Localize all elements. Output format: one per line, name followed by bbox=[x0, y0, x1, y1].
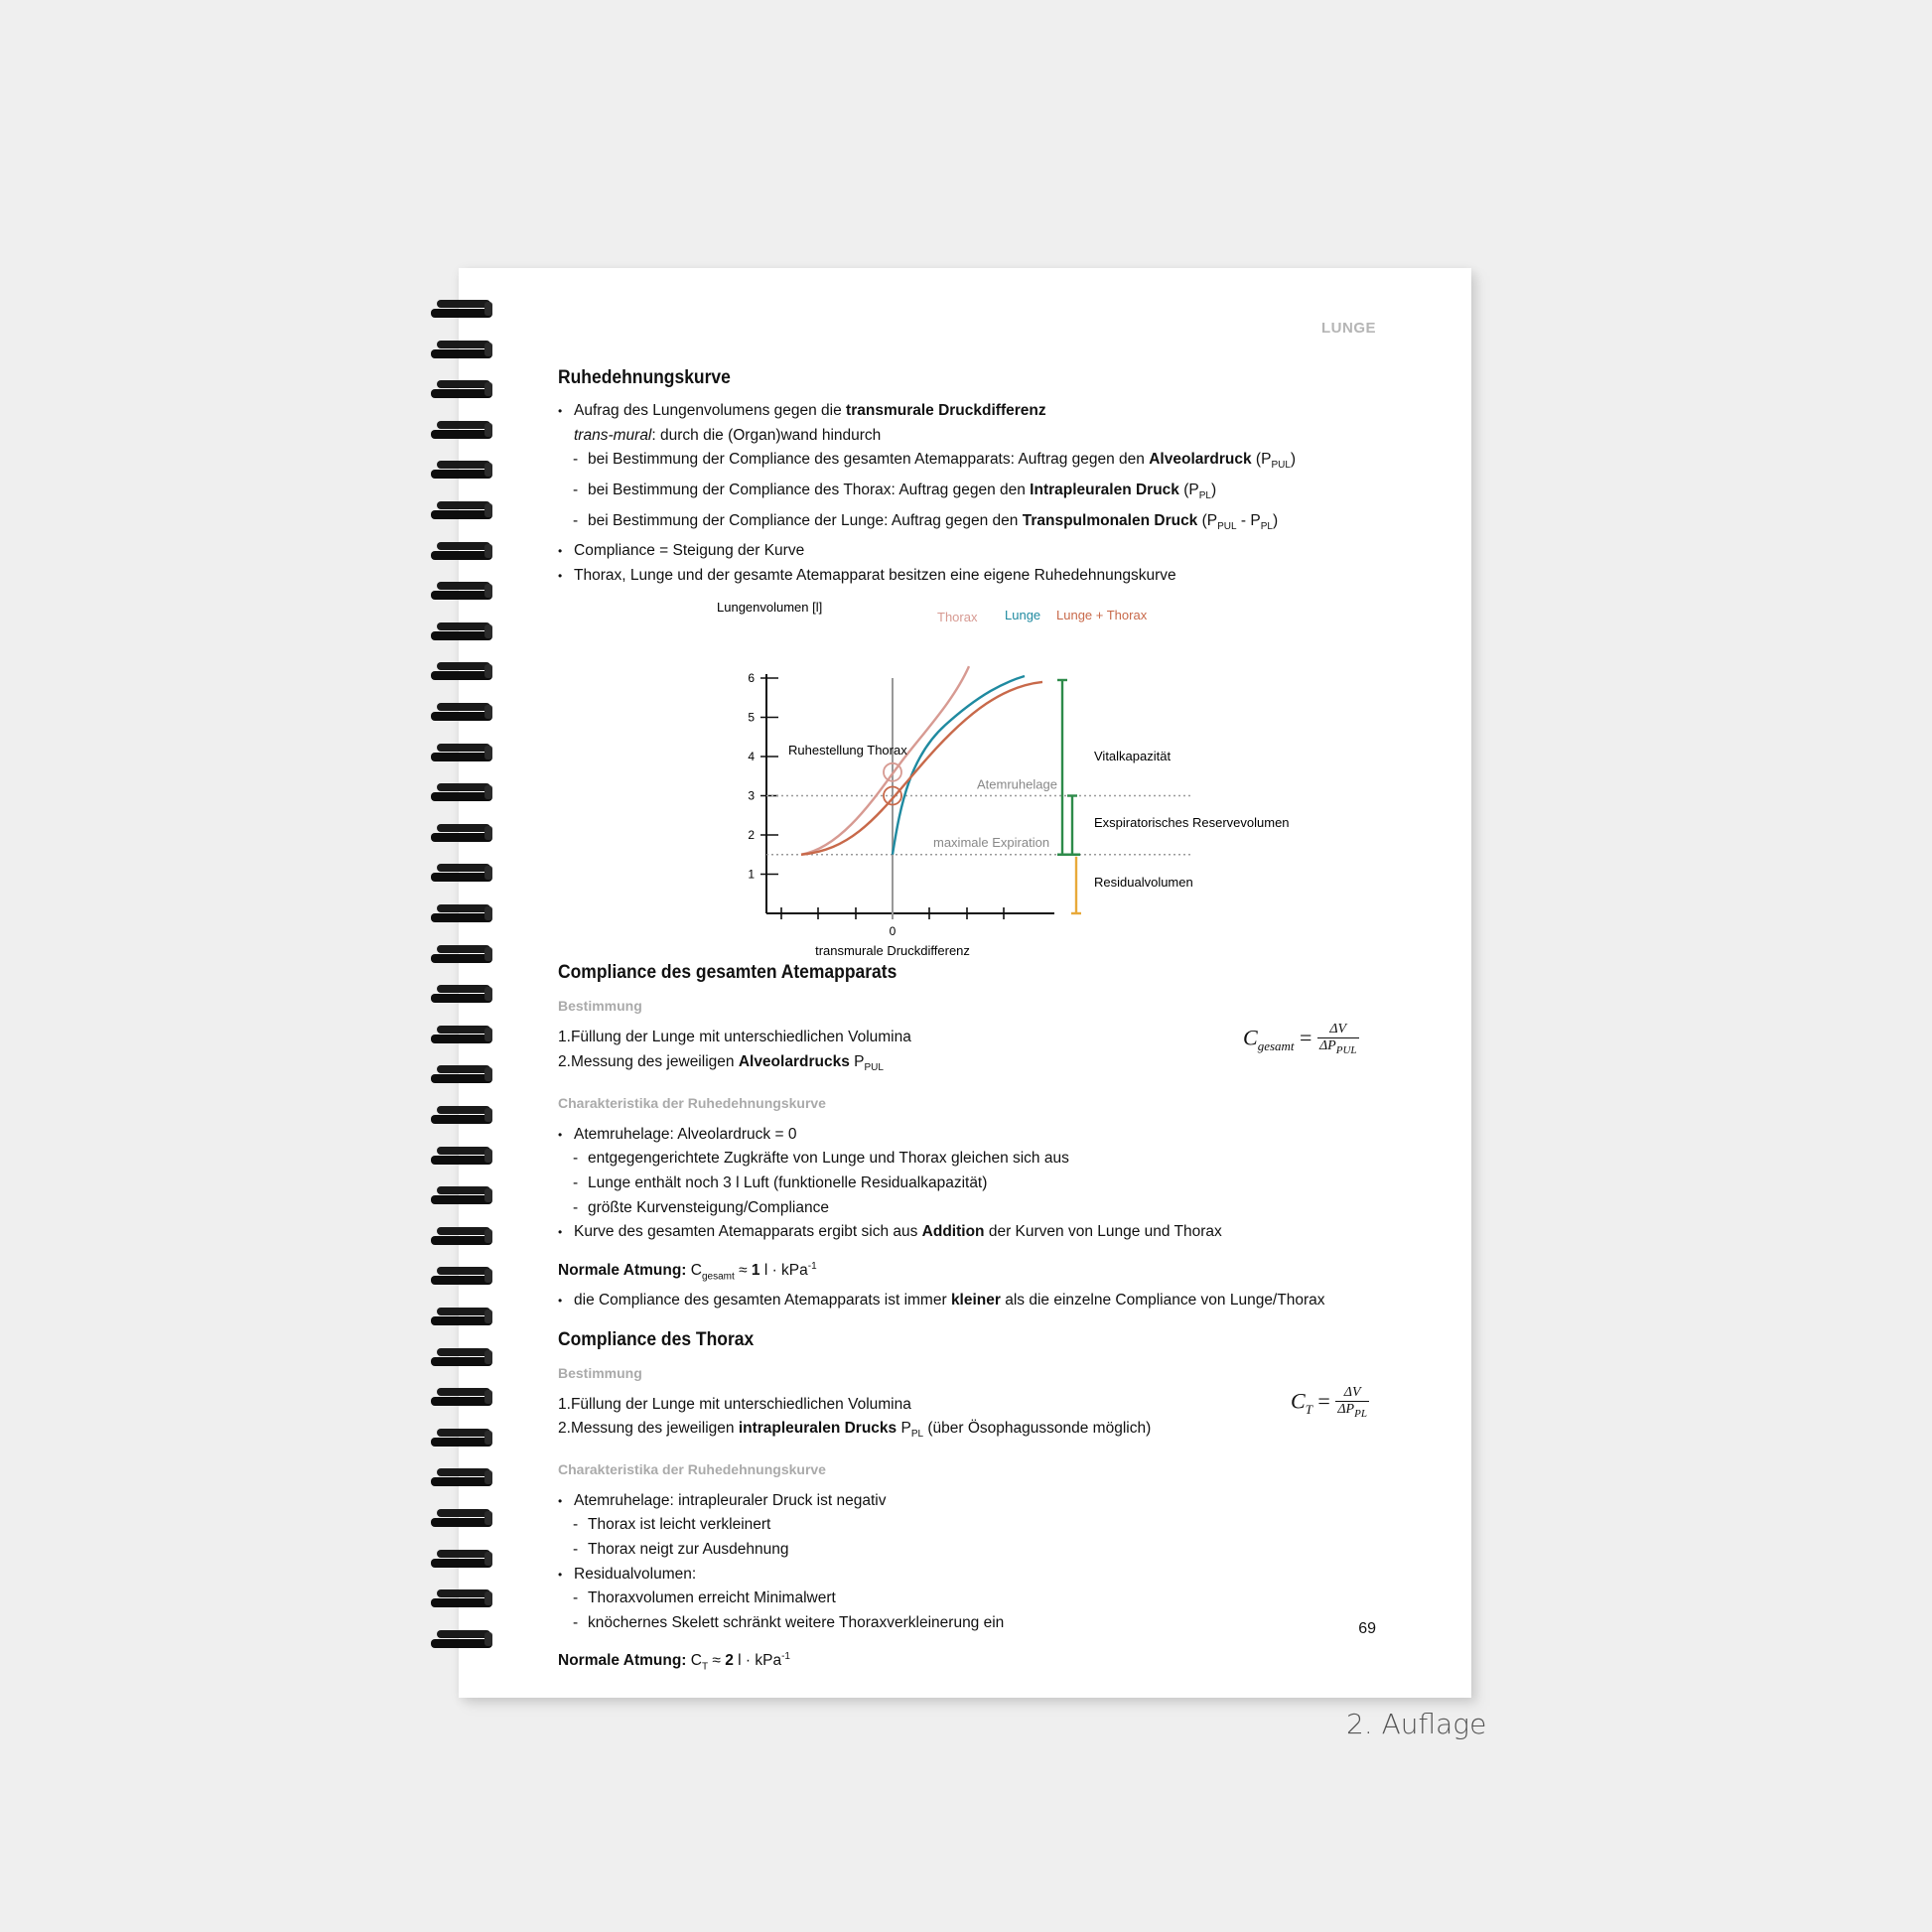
chart-ruhedehnungskurve bbox=[558, 596, 1392, 959]
text-run: transmurale Druckdifferenz bbox=[846, 402, 1046, 419]
text-run: kleiner bbox=[950, 1291, 1001, 1309]
annotation-vitalkapazitaet: Vitalkapazität bbox=[1094, 749, 1172, 764]
edition-label: 2. Auflage bbox=[1346, 1708, 1487, 1740]
dash-item bbox=[558, 1196, 1392, 1221]
text-run: Addition bbox=[921, 1223, 985, 1241]
spiral-ring bbox=[431, 339, 494, 360]
y-tick-label: 1 bbox=[748, 867, 755, 882]
text-run: Thoraxvolumen erreicht Minimalwert bbox=[588, 1589, 836, 1607]
numbered-step bbox=[558, 1393, 1392, 1418]
spiral-ring bbox=[431, 1184, 494, 1206]
text-run: ) bbox=[1290, 451, 1297, 469]
bullet-item bbox=[558, 399, 1392, 424]
spiral-ring bbox=[431, 499, 494, 521]
dash-item bbox=[558, 1538, 1392, 1563]
text-run: Atemruhelage: Alveolardruck = 0 bbox=[574, 1125, 797, 1143]
text-run: trans-mural bbox=[574, 426, 652, 444]
spiral-ring bbox=[431, 862, 494, 884]
spiral-ring bbox=[431, 742, 494, 763]
formula-thorax bbox=[1291, 1385, 1369, 1422]
spiral-ring bbox=[431, 621, 494, 642]
bullet-item bbox=[558, 1289, 1392, 1313]
normal-breathing bbox=[558, 1255, 1392, 1289]
text-run: P bbox=[849, 1053, 865, 1071]
text-run: ) bbox=[1272, 511, 1279, 529]
page-content bbox=[558, 367, 1392, 1680]
dash-item bbox=[558, 1147, 1392, 1172]
x-zero-label: 0 bbox=[889, 924, 897, 939]
annotation-residualvolumen: Residualvolumen bbox=[1094, 875, 1193, 891]
text-run: PUL bbox=[1217, 520, 1237, 532]
formula-equals: = bbox=[1294, 1025, 1317, 1050]
text-run: Transpulmonalen Druck bbox=[1022, 511, 1198, 529]
x-axis-label: transmurale Druckdifferenz bbox=[815, 943, 970, 959]
section-ruhedehnungskurve bbox=[558, 367, 1392, 959]
annotation-ruhestellung-thorax: Ruhestellung Thorax bbox=[788, 743, 907, 759]
spiral-ring bbox=[431, 701, 494, 723]
spiral-ring bbox=[431, 902, 494, 924]
spiral-ring bbox=[431, 378, 494, 400]
bullet-item bbox=[558, 539, 1392, 564]
spiral-ring bbox=[431, 419, 494, 441]
formula-gesamt bbox=[1243, 1022, 1359, 1058]
text-run: der Kurven von Lunge und Thorax bbox=[984, 1223, 1222, 1241]
text-run: Messung des jeweiligen bbox=[570, 1420, 739, 1438]
spiral-ring bbox=[431, 459, 494, 481]
dash-item bbox=[558, 448, 1392, 479]
text-block bbox=[558, 1489, 1392, 1636]
text-run: als die einzelne Compliance von Lunge/Thorax bbox=[1000, 1291, 1325, 1309]
dash-item bbox=[558, 479, 1392, 509]
step-number: 1. bbox=[558, 1029, 571, 1046]
text-run: P bbox=[897, 1420, 911, 1438]
numbered-step bbox=[558, 1417, 1392, 1448]
text-run: PL bbox=[1260, 520, 1273, 532]
text-run: Intrapleuralen Druck bbox=[1030, 481, 1179, 498]
text-run: 1 bbox=[751, 1261, 760, 1279]
text-run: (P bbox=[1178, 481, 1199, 498]
bullet-item bbox=[558, 1563, 1392, 1587]
text-run: PUL bbox=[1271, 460, 1291, 472]
dash-item bbox=[558, 509, 1392, 540]
text-run: ) bbox=[1210, 481, 1217, 498]
text-run: -1 bbox=[807, 1260, 817, 1272]
formula-lhs: C bbox=[1291, 1387, 1306, 1413]
text-run: Thorax, Lunge und der gesamte Atemapparat besitzen eine eigene Ruhedehnungskurve bbox=[574, 566, 1176, 584]
spiral-ring bbox=[431, 1587, 494, 1609]
spiral-ring bbox=[431, 1306, 494, 1327]
bullet-item bbox=[558, 564, 1392, 589]
spiral-ring bbox=[431, 580, 494, 602]
text-run: : durch die (Organ)wand hindurch bbox=[651, 426, 882, 444]
dash-item bbox=[558, 1587, 1392, 1611]
text-run: intrapleuralen Drucks bbox=[738, 1420, 897, 1438]
text-run: Normale Atmung: bbox=[558, 1652, 691, 1670]
text-run: PL bbox=[910, 1429, 924, 1441]
annotation-erv: Exspiratorisches Reservevolumen bbox=[1094, 815, 1290, 831]
spiral-ring bbox=[431, 1024, 494, 1045]
step-number: 2. bbox=[558, 1053, 571, 1071]
chart-svg bbox=[707, 596, 1303, 959]
text-run: (P bbox=[1197, 511, 1218, 529]
section-title: Ruhedehnungskurve bbox=[558, 367, 731, 388]
annotation-atemruhelage: Atemruhelage bbox=[977, 776, 1057, 792]
spiral-ring bbox=[431, 1466, 494, 1488]
text-run: bei Bestimmung der Compliance der Lunge: Auftrag gegen den bbox=[588, 511, 1023, 529]
section-title: Compliance des Thorax bbox=[558, 1328, 755, 1350]
spiral-ring bbox=[431, 1104, 494, 1126]
formula-numerator: ΔV bbox=[1335, 1385, 1369, 1402]
spiral-ring bbox=[431, 781, 494, 803]
text-run: PUL bbox=[864, 1062, 884, 1074]
formula-fraction bbox=[1335, 1385, 1369, 1422]
spiral-ring bbox=[431, 1265, 494, 1287]
step-number: 1. bbox=[558, 1395, 571, 1413]
subheading: Charakteristika der Ruhedehnungskurve bbox=[558, 1094, 826, 1111]
dash-item bbox=[558, 1611, 1392, 1636]
text-run: Füllung der Lunge mit unterschiedlichen Volumina bbox=[570, 1395, 911, 1413]
text-run: knöchernes Skelett schränkt weitere Thoraxverkleinerung ein bbox=[588, 1613, 1005, 1631]
lunge-thorax-curve bbox=[801, 682, 1042, 855]
y-tick-label: 5 bbox=[748, 710, 755, 725]
legend-lunge-thorax: Lunge + Thorax bbox=[1056, 608, 1148, 623]
text-run: entgegengerichtete Zugkräfte von Lunge und Thorax gleichen sich aus bbox=[588, 1150, 1069, 1168]
text-run: Thorax neigt zur Ausdehnung bbox=[588, 1541, 789, 1558]
subheading: Charakteristika der Ruhedehnungskurve bbox=[558, 1460, 826, 1477]
text-run: l · kPa bbox=[733, 1652, 782, 1670]
legend-lunge: Lunge bbox=[1005, 608, 1041, 623]
text-run: Compliance = Steigung der Kurve bbox=[574, 542, 805, 560]
text-block bbox=[558, 1289, 1392, 1313]
formula-lhs-sub: T bbox=[1305, 1401, 1312, 1417]
spiral-ring bbox=[431, 1225, 494, 1247]
text-run: 2 bbox=[725, 1652, 734, 1670]
formula-fraction bbox=[1317, 1022, 1359, 1058]
formula-numerator: ΔV bbox=[1317, 1022, 1359, 1038]
subheading: Bestimmung bbox=[558, 1364, 642, 1381]
formula-denominator: $\Delta P_{PUL}$ bbox=[1318, 1038, 1357, 1057]
text-run: (P bbox=[1251, 451, 1272, 469]
text-run: (über Ösophagussonde möglich) bbox=[923, 1420, 1152, 1438]
text-run: Alveolardrucks bbox=[738, 1053, 850, 1071]
text-run: bei Bestimmung der Compliance des Thorax: Auftrag gegen den bbox=[588, 481, 1031, 498]
spiral-ring bbox=[431, 943, 494, 965]
legend-thorax: Thorax bbox=[937, 610, 978, 625]
formula-lhs-sub: gesamt bbox=[1257, 1038, 1295, 1054]
section-title: Compliance des gesamten Atemapparats bbox=[558, 962, 897, 984]
text-run: Residualvolumen: bbox=[574, 1565, 697, 1583]
spiral-ring bbox=[431, 1386, 494, 1408]
text-run: T bbox=[701, 1661, 709, 1673]
spiral-ring bbox=[431, 1063, 494, 1085]
indented-line bbox=[558, 424, 1392, 449]
y-axis-label: Lungenvolumen [l] bbox=[717, 600, 823, 616]
text-run: C bbox=[690, 1261, 702, 1279]
text-run: Lunge enthält noch 3 l Luft (funktionelle Residualkapazität) bbox=[588, 1173, 988, 1191]
y-tick-label: 3 bbox=[748, 788, 755, 803]
y-tick-label: 4 bbox=[748, 750, 755, 764]
formula-denominator: $\Delta P_{PL}$ bbox=[1337, 1401, 1367, 1420]
subheading: Bestimmung bbox=[558, 998, 642, 1015]
y-tick-label: 2 bbox=[748, 828, 755, 843]
spiral-ring bbox=[431, 822, 494, 844]
section-compliance-thorax bbox=[558, 1329, 1392, 1680]
text-run: l · kPa bbox=[759, 1261, 808, 1279]
text-run: ≈ bbox=[734, 1261, 752, 1279]
text-run: -1 bbox=[781, 1651, 790, 1663]
notebook-page bbox=[459, 268, 1471, 1698]
bullet-item bbox=[558, 1123, 1392, 1148]
thorax-curve bbox=[801, 667, 969, 856]
spiral-ring bbox=[431, 298, 494, 320]
bullet-item bbox=[558, 1489, 1392, 1514]
text-run: bei Bestimmung der Compliance des gesamten Atemapparats: Auftrag gegen den bbox=[588, 451, 1150, 469]
text-run: ≈ bbox=[708, 1652, 726, 1670]
page-number: 69 bbox=[1358, 1620, 1376, 1637]
text-run: Thorax ist leicht verkleinert bbox=[588, 1516, 771, 1534]
text-run: Atemruhelage: intrapleuraler Druck ist negativ bbox=[574, 1491, 887, 1509]
text-block bbox=[558, 399, 1392, 588]
formula-lhs: C bbox=[1243, 1025, 1258, 1050]
text-block bbox=[558, 1123, 1392, 1245]
y-tick-label: 6 bbox=[748, 671, 755, 686]
step-number: 2. bbox=[558, 1420, 571, 1438]
spiral-ring bbox=[431, 660, 494, 682]
spiral-ring bbox=[431, 1346, 494, 1368]
spiral-ring bbox=[431, 1548, 494, 1570]
text-run: die Compliance des gesamten Atemapparats ist immer bbox=[574, 1291, 951, 1309]
normal-breathing bbox=[558, 1645, 1392, 1679]
text-run: gesamt bbox=[701, 1270, 735, 1282]
formula-equals: = bbox=[1311, 1387, 1336, 1413]
bullet-item bbox=[558, 1220, 1392, 1245]
spiral-ring bbox=[431, 1145, 494, 1167]
spiral-ring bbox=[431, 1427, 494, 1449]
text-run: Normale Atmung: bbox=[558, 1261, 691, 1279]
chapter-tag: LUNGE bbox=[1321, 320, 1376, 337]
section-compliance-gesamt bbox=[558, 962, 1392, 1312]
text-run: Alveolardruck bbox=[1149, 451, 1252, 469]
text-run: - P bbox=[1236, 511, 1261, 529]
text-run: C bbox=[690, 1652, 702, 1670]
dash-item bbox=[558, 1172, 1392, 1196]
text-run: größte Kurvensteigung/Compliance bbox=[588, 1198, 829, 1216]
text-run: Aufrag des Lungenvolumens gegen die bbox=[574, 402, 847, 419]
steps-list bbox=[558, 1393, 1392, 1448]
text-run: Kurve des gesamten Atemapparats ergibt sich aus bbox=[574, 1223, 922, 1241]
spiral-ring bbox=[431, 540, 494, 562]
text-run: Messung des jeweiligen bbox=[570, 1053, 739, 1071]
spiral-ring bbox=[431, 1507, 494, 1529]
annotation-max-expiration: maximale Expiration bbox=[933, 835, 1050, 851]
spiral-ring bbox=[431, 1628, 494, 1650]
text-run: Füllung der Lunge mit unterschiedlichen Volumina bbox=[570, 1029, 911, 1046]
dash-item bbox=[558, 1513, 1392, 1538]
spiral-ring bbox=[431, 983, 494, 1005]
lunge-curve bbox=[893, 676, 1025, 855]
spiral-binding bbox=[431, 298, 500, 1668]
text-run: PL bbox=[1198, 489, 1211, 501]
